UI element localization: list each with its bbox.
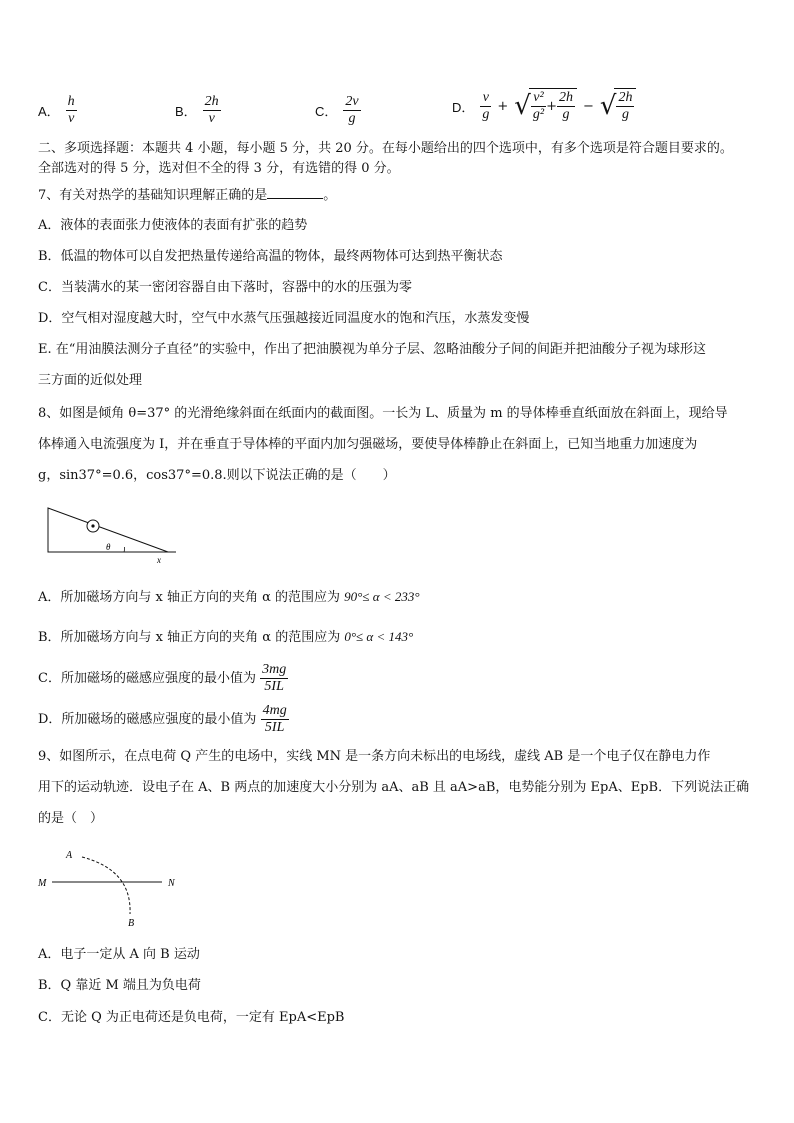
minus-sign: − (582, 98, 594, 114)
fraction: $\frac{\text{v²}}{\text{g²}}$ (532, 90, 545, 122)
x-axis-label: x (157, 555, 161, 565)
q8-option-c[interactable]: C．所加磁场的磁感应强度的最小值为 $\frac{3mg}{5IL}$ (38, 662, 287, 694)
option-letter: A． (38, 104, 60, 119)
field-line-figure (34, 842, 184, 932)
angle-range: 90°≤ α < 233° (344, 589, 420, 604)
fraction: $\frac{h}{v}$ (67, 94, 75, 126)
q7-option-e-line-2[interactable]: 三方面的近似处理 (38, 373, 143, 388)
fraction: $\frac{4mg}{5IL}$ (262, 703, 287, 735)
q7-option-a[interactable]: A．液体的表面张力使液体的表面有扩张的趋势 (38, 218, 308, 233)
q7-option-e-line-1[interactable]: E. 在“用油膜法测分子直径”的实验中，作出了把油膜视为单分子层、忽略油酸分子间的间距并把油酸分子视为球形这 (38, 342, 707, 357)
radicand (529, 88, 577, 124)
q8-stem-line-3: g，sin37°=0.6，cos37°=0.8.则以下说法正确的是（ ） (38, 468, 396, 483)
plus-sign: + (497, 98, 509, 114)
angle-theta-label: θ (106, 542, 111, 552)
radical-icon: √ (514, 91, 531, 121)
option-letter: C． (315, 104, 338, 119)
option-letter: B． (175, 104, 197, 119)
fraction: $\frac{v}{g}$ (482, 89, 490, 122)
q8-stem-line-1: 8、如图是倾角 θ=37° 的光滑绝缘斜面在纸面内的截面图。一长为 L、质量为 m 的导体棒垂直纸面放在斜面上，现给导 (38, 406, 728, 421)
q6-option-c[interactable] (315, 94, 361, 127)
incline-figure (40, 500, 180, 570)
q6-option-b[interactable] (175, 94, 221, 127)
q9-option-a[interactable]: A．电子一定从 A 向 B 运动 (38, 947, 200, 962)
q9-stem-line-2: 用下的运动轨迹．设电子在 A、B 两点的加速度大小分别为 aA、aB 且 aA>aB，电势能分别为 EpA、EpB．下列说法正确 (38, 780, 750, 795)
section-heading-line-2: 全部选对的得 5 分，选对但不全的得 3 分，有选错的得 0 分。 (38, 161, 400, 176)
fraction: $\frac{3mg}{5IL}$ (262, 662, 287, 694)
q6-option-d[interactable] (452, 88, 636, 124)
q8-option-d[interactable]: D．所加磁场的磁感应强度的最小值为 $\frac{4mg}{5IL}$ (38, 703, 287, 735)
fraction: $\frac{2h}{v}$ (204, 94, 219, 126)
q7-stem: 7、有关对热学的基础知识理解正确的是 。 (38, 188, 337, 203)
fraction: $\frac{2v}{g}$ (345, 94, 359, 126)
q7-option-c[interactable]: C．当装满水的某一密闭容器自由下落时，容器中的水的压强为零 (38, 280, 412, 295)
q6-option-a[interactable] (38, 94, 77, 127)
q9-stem-line-1: 9、如图所示，在点电荷 Q 产生的电场中，实线 MN 是一条方向未标出的电场线，虚线 AB 是一个电子仅在静电力作 (38, 749, 711, 764)
plus-sign: + (546, 99, 557, 114)
q7-option-b[interactable]: B．低温的物体可以自发把热量传递给高温的物体，最终两物体可达到热平衡状态 (38, 249, 503, 264)
q8-option-b[interactable]: B．所加磁场方向与 x 轴正方向的夹角 α 的范围应为 0°≤ α < 143° (38, 629, 414, 645)
option-letter: D． (452, 99, 475, 115)
fraction: $\frac{2h}{g}$ (558, 90, 573, 122)
q8-stem-line-2: 体棒通入电流强度为 I，并在垂直于导体棒的平面内加匀强磁场，要使导体棒静止在斜面上，已知当地重力加速度为 (38, 437, 698, 452)
square-root (600, 88, 637, 124)
q6-options (38, 88, 758, 128)
fraction: $\frac{2h}{g}$ (618, 90, 633, 122)
point-a-label: A (66, 850, 73, 861)
radical-icon: √ (599, 91, 617, 121)
q9-stem-line-3: 的是（ ） (38, 811, 104, 826)
angle-range: 0°≤ α < 143° (344, 629, 414, 644)
radicand (614, 88, 636, 124)
q7-option-d[interactable]: D．空气相对湿度越大时，空气中水蒸气压强越接近同温度水的饱和汽压，水蒸发变慢 (38, 311, 530, 326)
point-m-label: M (38, 878, 47, 889)
current-out-of-page-icon (91, 524, 94, 527)
point-n-label: N (168, 878, 175, 889)
q9-option-b[interactable]: B．Q 靠近 M 端且为负电荷 (38, 978, 201, 993)
point-b-label: B (128, 918, 135, 929)
answer-blank[interactable] (267, 186, 323, 199)
q9-option-c[interactable]: C．无论 Q 为正电荷还是负电荷，一定有 EpA<EpB (38, 1010, 345, 1025)
square-root (514, 88, 577, 124)
electron-trajectory (82, 857, 130, 914)
angle-arc (124, 547, 125, 552)
section-heading-line-1: 二、多项选择题：本题共 4 小题，每小题 5 分，共 20 分。在每小题给出的四个选项中，有多个选项是符合题目要求的。 (38, 141, 733, 156)
q8-option-a[interactable]: A．所加磁场方向与 x 轴正方向的夹角 α 的范围应为 90°≤ α < 233° (38, 589, 420, 605)
